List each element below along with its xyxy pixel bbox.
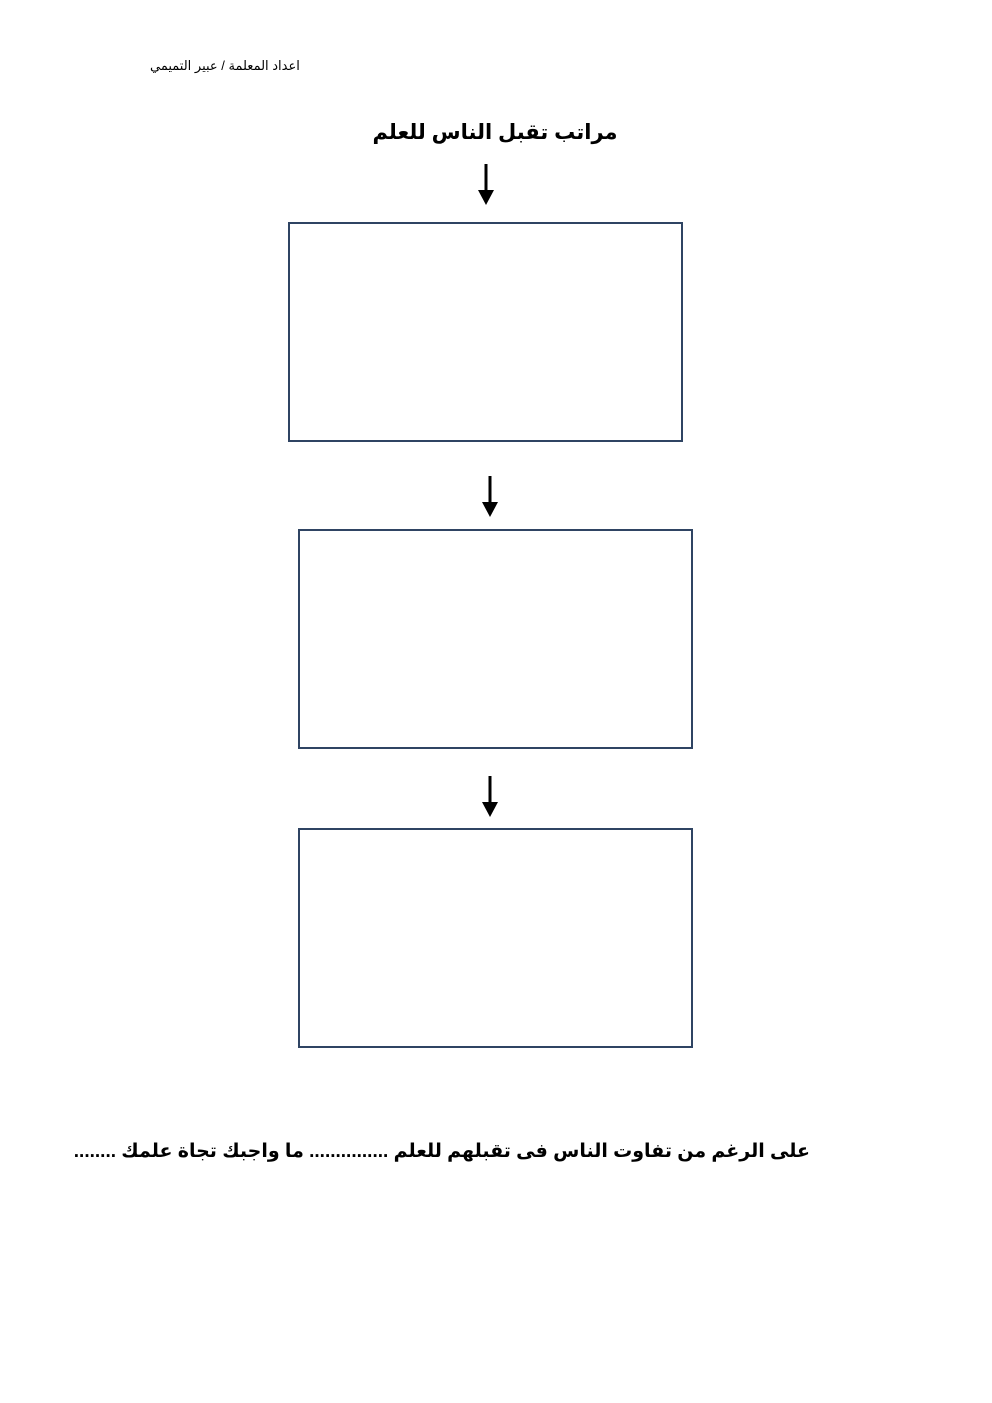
down-arrow-icon [480,474,500,518]
author-credit: اعداد المعلمة / عبير التميمي [150,58,300,73]
flow-box-3[interactable] [298,828,693,1048]
down-arrow-icon [480,774,500,818]
down-arrow-icon [476,162,496,206]
flow-box-2[interactable] [298,529,693,749]
diagram-title-text: مراتب تقبل الناس للعلم [372,121,618,144]
diagram-title [0,120,992,145]
reflection-question: على الرغم من تفاوت الناس فى تقبلهم للعلم ............... ما واجبك تجاة علمك ........ [73,1141,810,1162]
flow-box-1[interactable] [288,222,683,442]
